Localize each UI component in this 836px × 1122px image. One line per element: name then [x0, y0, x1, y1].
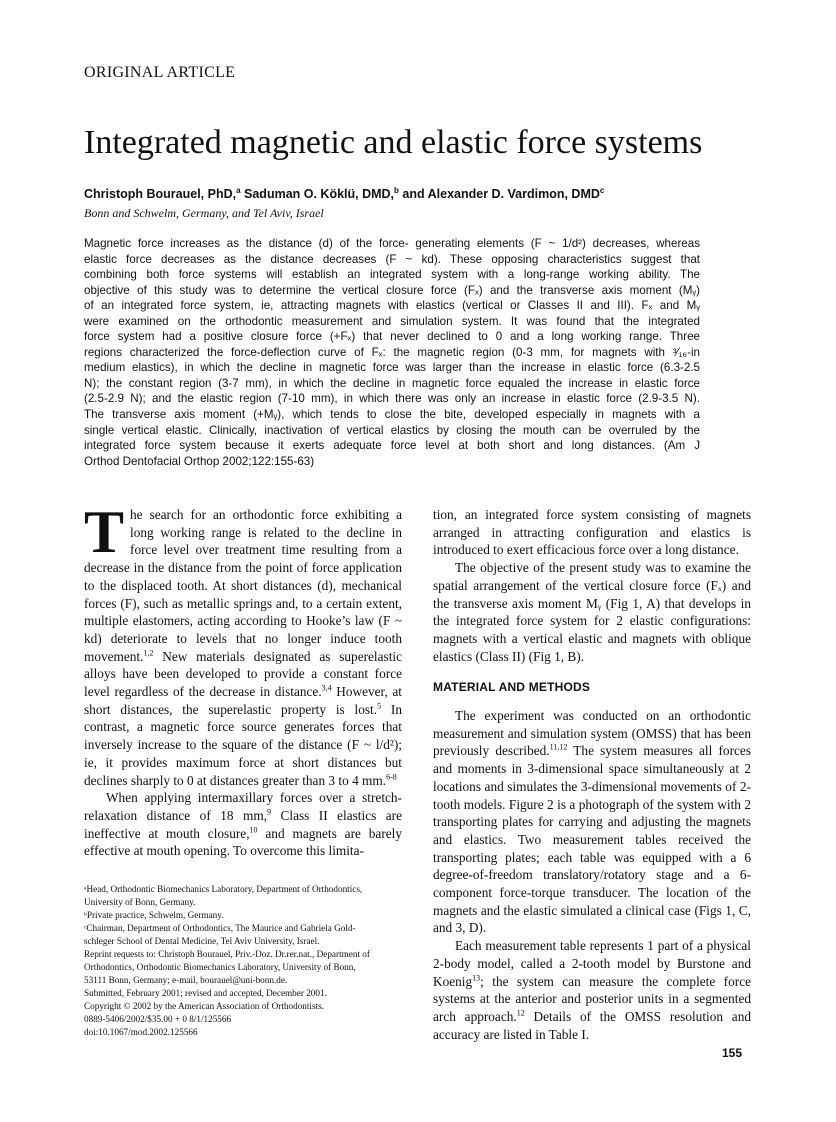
- abstract-line: N); the constant region (3-7 mm), in which the decline in magnetic force equaled the increase in elastic force: [84, 376, 700, 390]
- affiliation-marker: b: [394, 185, 399, 195]
- abstract-line: force system had a positive closure force (+Fₓ) that never declined to 0 and a long working range. Three: [84, 330, 700, 344]
- abstract-line: regions characterized the force-deflection curve of Fₓ: the magnetic region (0-3 mm, for magnets with ³⁄₁₆-in: [84, 345, 700, 359]
- citation-ref: 11,12: [549, 743, 568, 753]
- body-paragraph: The objective of the present study was to examine the spatial arrangement of the vertical closure force (Fₓ) and the transverse axis moment Mᵧ (Fig 1, A) that develops in the integrated force system for 2 elastic configurations: magnets with a vertical elastic and magnets with oblique elastics (Class II) (Fig 1, B).: [433, 560, 751, 664]
- author-list: [84, 187, 604, 201]
- abstract-line: of an integrated force system, ie, attracting magnets with elastics (vertical or Classes II and III). Fₓ and Mᵧ: [84, 299, 700, 313]
- paragraph-text: and magnets are barely effective at mouth opening. To overcome this limita-: [84, 825, 402, 859]
- footnote-line: 0889-5406/2002/$35.00 + 0 8/1/125566: [84, 1014, 232, 1024]
- footnote-line: ᵃHead, Orthodontic Biomechanics Laboratory, Department of Orthodontics,: [84, 884, 363, 894]
- paragraph-text: New materials designated as superelastic alloys have been developed to provide a constant force level regardless of the decrease in distance.: [84, 648, 402, 700]
- abstract-line: single vertical elastic. Clinically, inactivation of vertical elastics by closing the mouth can be overruled by the: [84, 423, 700, 437]
- paragraph-text: The experiment was conducted on an orthodontic measurement and simulation system (OMSS) that has been previously described.: [433, 708, 751, 759]
- paragraph-text: However, at short distances, the superelastic property is lost.: [84, 684, 402, 717]
- body-paragraph: [84, 789, 402, 860]
- footnote-line: doi:10.1067/mod.2002.125566: [84, 1027, 198, 1037]
- abstract-line: The transverse axis moment (+Mᵧ), which tends to close the bite, developed especially in magnets with a: [84, 408, 700, 422]
- paragraph-text: Each measurement table represents 1 part of a physical 2-body model, called a 2-tooth model by Burstone and Koenig: [433, 938, 751, 989]
- drop-cap: T: [84, 499, 125, 565]
- paragraph-text: The system measures all forces and moments in 3-dimensional space simultaneously at 2 locations and simulates the 3-dimensional movements of 2-tooth models. Figure 2 is a photograph of the system with 2 transporting plates for carrying and adjusting the magnets and elastics. Two measurement tables received the transporting plates; each table was equipped with a 6 degree-of-freedom translatory/rotatory stage and a 6-component force-torque transducer. The location of the magnets and the elastic simulated a clinical case (Figs 1, C, and 3, D).: [433, 743, 751, 936]
- abstract-line: objective of this study was to determine the vertical closure force (Fₓ) and the transverse axis moment (Mᵧ): [84, 283, 700, 297]
- footnote-line: schleger School of Dental Medicine, Tel Aviv University, Israel.: [84, 936, 320, 946]
- footnote-line: Reprint requests to: Christoph Bourauel, Priv.-Doz. Dr.rer.nat., Department of: [84, 949, 370, 959]
- citation-ref: 3,4: [321, 683, 332, 693]
- author-name: Saduman O. Köklü, DMD,: [240, 187, 395, 201]
- section-label: ORIGINAL ARTICLE: [84, 64, 236, 81]
- footnote-line: Copyright © 2002 by the American Association of Orthodontists.: [84, 1001, 324, 1011]
- article-title: Integrated magnetic and elastic force systems: [84, 124, 703, 161]
- citation-ref: 12: [516, 1008, 525, 1018]
- citation-ref: 1,2: [143, 648, 154, 658]
- body-paragraph: [84, 499, 402, 789]
- citation-ref: 10: [249, 825, 258, 835]
- abstract-line: Orthod Dentofacial Orthop 2002;122:155-63): [84, 454, 315, 468]
- abstract-line: were examined on the orthodontic measurement and simulation system. It was found that the integrated: [84, 314, 700, 328]
- abstract-line: elastic force decreases as the distance decreases (F ~ kd). These opposing characteristics suggest that: [84, 252, 700, 266]
- citation-ref: 9: [267, 807, 272, 817]
- footnote-line: University of Bonn, Germany.: [84, 897, 196, 907]
- paragraph-text: Details of the OMSS resolution and accuracy are listed in Table I.: [433, 1008, 751, 1042]
- footnote-line: ᶜChairman, Department of Orthodontics, The Maurice and Gabriela Gold-: [84, 923, 356, 933]
- abstract-line: integrated force system because it exerts adequate force level at both short and long distances. (Am J: [84, 439, 700, 453]
- footnotes: [84, 883, 402, 1039]
- citation-ref: 6-8: [386, 772, 397, 782]
- page-number: 155: [722, 1046, 743, 1060]
- citation-ref: 13: [472, 973, 481, 983]
- affiliation-marker: c: [599, 185, 605, 195]
- paragraph-text: ; the system can measure the complete force systems at the anterior and posterior units in a segmented arch approach.: [433, 973, 751, 1024]
- paragraph-text: When applying intermaxillary forces over a stretch-relaxation distance of 18 mm,: [84, 790, 402, 823]
- affiliation-marker: a: [236, 185, 241, 195]
- author-name: Christoph Bourauel, PhD,: [84, 187, 237, 201]
- right-column: [433, 506, 751, 1043]
- abstract: [84, 236, 700, 469]
- body-paragraph: [433, 707, 751, 937]
- abstract-line: combining both force systems will establish an integrated system with a long-range working ability. The: [84, 268, 700, 282]
- abstract-line: medium elastics), in which the decline in magnetic force was larger than the increase in elastic force (6.3-2.5: [84, 361, 700, 375]
- paragraph-text: he search for an orthodontic force exhibiting a long working range is related to the decline in force level over treatment time resulting from a decrease in the distance from the point of force application to the displaced tooth. At short distances (d), mechanical forces (F), such as metallic springs and, to a certain extent, multiple elastomers, acting according to Hooke’s law (F ~ kd) deteriorate to levels that no longer induce tooth movement.: [84, 507, 402, 664]
- author-name: and Alexander D. Vardimon, DMD: [398, 187, 600, 201]
- left-column: [84, 499, 402, 860]
- body-paragraph: tion, an integrated force system consisting of magnets arranged in attracting configuration and elastics is introduced to exert efficacious force over a long distance.: [433, 507, 751, 558]
- affiliation: Bonn and Schwelm, Germany, and Tel Aviv, Israel: [84, 206, 324, 220]
- footnote-line: 53111 Bonn, Germany; e-mail, bourauel@uni-bonn.de.: [84, 975, 288, 985]
- abstract-line: Magnetic force increases as the distance (d) of the force- generating elements (F ~ 1/d²) decreases, whereas: [84, 237, 700, 250]
- footnote-line: ᵇPrivate practice, Schwelm, Germany.: [84, 910, 224, 920]
- section-heading: MATERIAL AND METHODS: [433, 680, 591, 695]
- abstract-line: (2.5-2.9 N); and the elastic region (7-10 mm), in which there was only an increase in elastic force (2.9-3.5 N).: [84, 392, 700, 406]
- body-paragraph: [433, 937, 751, 1043]
- footnote-line: Submitted, February 2001; revised and accepted, December 2001.: [84, 988, 327, 998]
- citation-ref: 5: [377, 701, 382, 711]
- footnote-line: Orthodontics, Orthodontic Biomechanics Laboratory, University of Bonn,: [84, 962, 356, 972]
- paragraph-text: Class II elastics are ineffective at mouth closure,: [84, 807, 402, 841]
- paragraph-text: In contrast, a magnetic force source generates forces that inversely increase to the square of the distance (F ~ l/d²); ie, it provides maximum force at short distances but declines sharply to 0 at distances greater than 3 to 4 mm.: [84, 701, 402, 788]
